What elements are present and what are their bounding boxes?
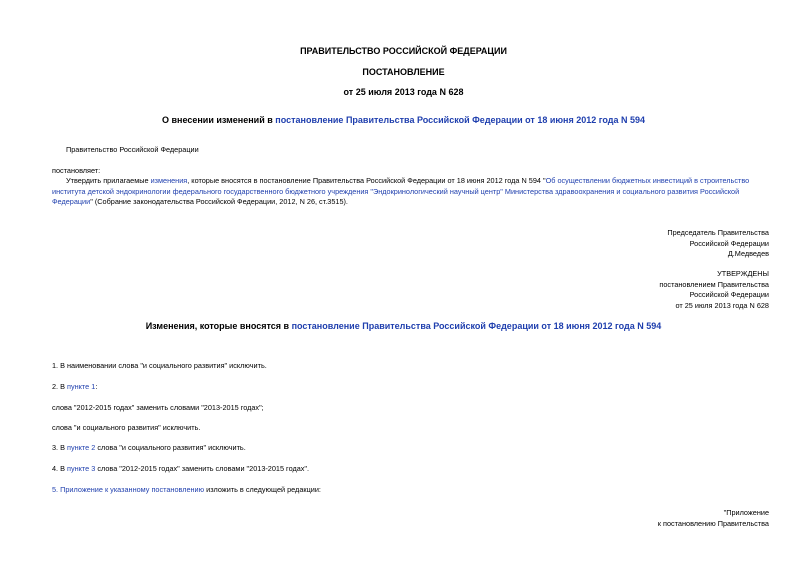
approved-block (659, 269, 769, 311)
change-item-1: 1. В наименовании слова "и социального развития" исключить. (52, 361, 267, 370)
appendix-block (658, 508, 769, 529)
document-title-link[interactable]: постановление Правительства Российской Федерации от 18 июня 2012 года N 594 (275, 115, 646, 125)
change-item-2-prefix: 2. В (52, 382, 68, 391)
change-item-2b: слова "и социального развития" исключить. (52, 423, 201, 432)
signature-line-1: Председатель Правительства (667, 228, 769, 237)
appendix-link[interactable]: Приложение к указанному постановлению (60, 485, 205, 494)
appendix-line-1: "Приложение (723, 508, 769, 517)
changes-title-link[interactable]: постановление Правительства Российской Федерации от 18 июня 2012 года N 594 (291, 321, 662, 331)
document-title (0, 115, 807, 125)
signature-block (667, 228, 769, 260)
decree-paragraph-suffix: " (Собрание законодательства Российской Федерации, 2012, N 26, ст.3515). (90, 197, 348, 206)
change-item-3-suffix: слова "и социального развития" исключить. (95, 443, 246, 452)
decree-paragraph-prefix: Утвердить прилагаемые (66, 176, 151, 185)
decree-paragraph (52, 176, 772, 208)
change-item-4-suffix: слова "2012-2015 годах" заменить словами "2013-2015 годах". (95, 464, 310, 473)
changes-link[interactable]: изменения (150, 176, 188, 185)
signature-line-2: Российской Федерации (689, 238, 769, 248)
change-item-2-suffix: : (95, 382, 98, 391)
appendix-line-2: к постановлению Правительства (657, 518, 769, 528)
paragraph-3-link[interactable]: пункте 3 (67, 464, 96, 473)
change-item-5 (52, 485, 321, 496)
date-number-heading: от 25 июля 2013 года N 628 (343, 87, 464, 97)
decree-paragraph-middle: , которые вносятся в постановление Правительства Российской Федерации от 18 июня 2012 года N 594 " (187, 176, 546, 185)
change-item-3 (52, 443, 246, 454)
decrees-text: постановляет: (52, 166, 101, 175)
paragraph-1-link[interactable]: пункте 1 (67, 382, 96, 391)
change-item-2 (52, 382, 97, 393)
government-heading: ПРАВИТЕЛЬСТВО РОССИЙСКОЙ ФЕДЕРАЦИИ (300, 46, 507, 56)
approved-line-2: постановлением Правительства (659, 279, 769, 289)
document-type-heading: ПОСТАНОВЛЕНИЕ (362, 67, 445, 77)
decree-title-link[interactable]: Об осуществлении бюджетных инвестиций в строительство института детской эндокринологии федерального государственного бюджетного учреждения "Эндокринологический научный центр" Министерства здравоохранения и социального развития Российской Федерации (52, 176, 750, 206)
change-item-2a: слова "2012-2015 годах" заменить словами "2013-2015 годах"; (52, 403, 264, 412)
change-item-3-prefix: 3. В (52, 443, 68, 452)
changes-title (0, 321, 807, 331)
approved-line-4: от 25 июля 2013 года N 628 (675, 300, 769, 310)
signature-line-3: Д.Медведев (727, 249, 769, 258)
change-item-4 (52, 464, 309, 475)
change-item-5-number[interactable]: 5. (52, 485, 61, 494)
change-item-5-suffix: изложить в следующей редакции: (204, 485, 321, 494)
paragraph-2-link[interactable]: пункте 2 (67, 443, 96, 452)
document-title-prefix: О внесении изменений в (161, 115, 276, 125)
approved-line-1: УТВЕРЖДЕНЫ (717, 269, 769, 278)
approved-line-3: Российской Федерации (689, 290, 769, 299)
changes-title-prefix: Изменения, которые вносятся в (145, 321, 292, 331)
issuer-text: Правительство Российской Федерации (66, 145, 199, 154)
change-item-4-prefix: 4. В (52, 464, 68, 473)
